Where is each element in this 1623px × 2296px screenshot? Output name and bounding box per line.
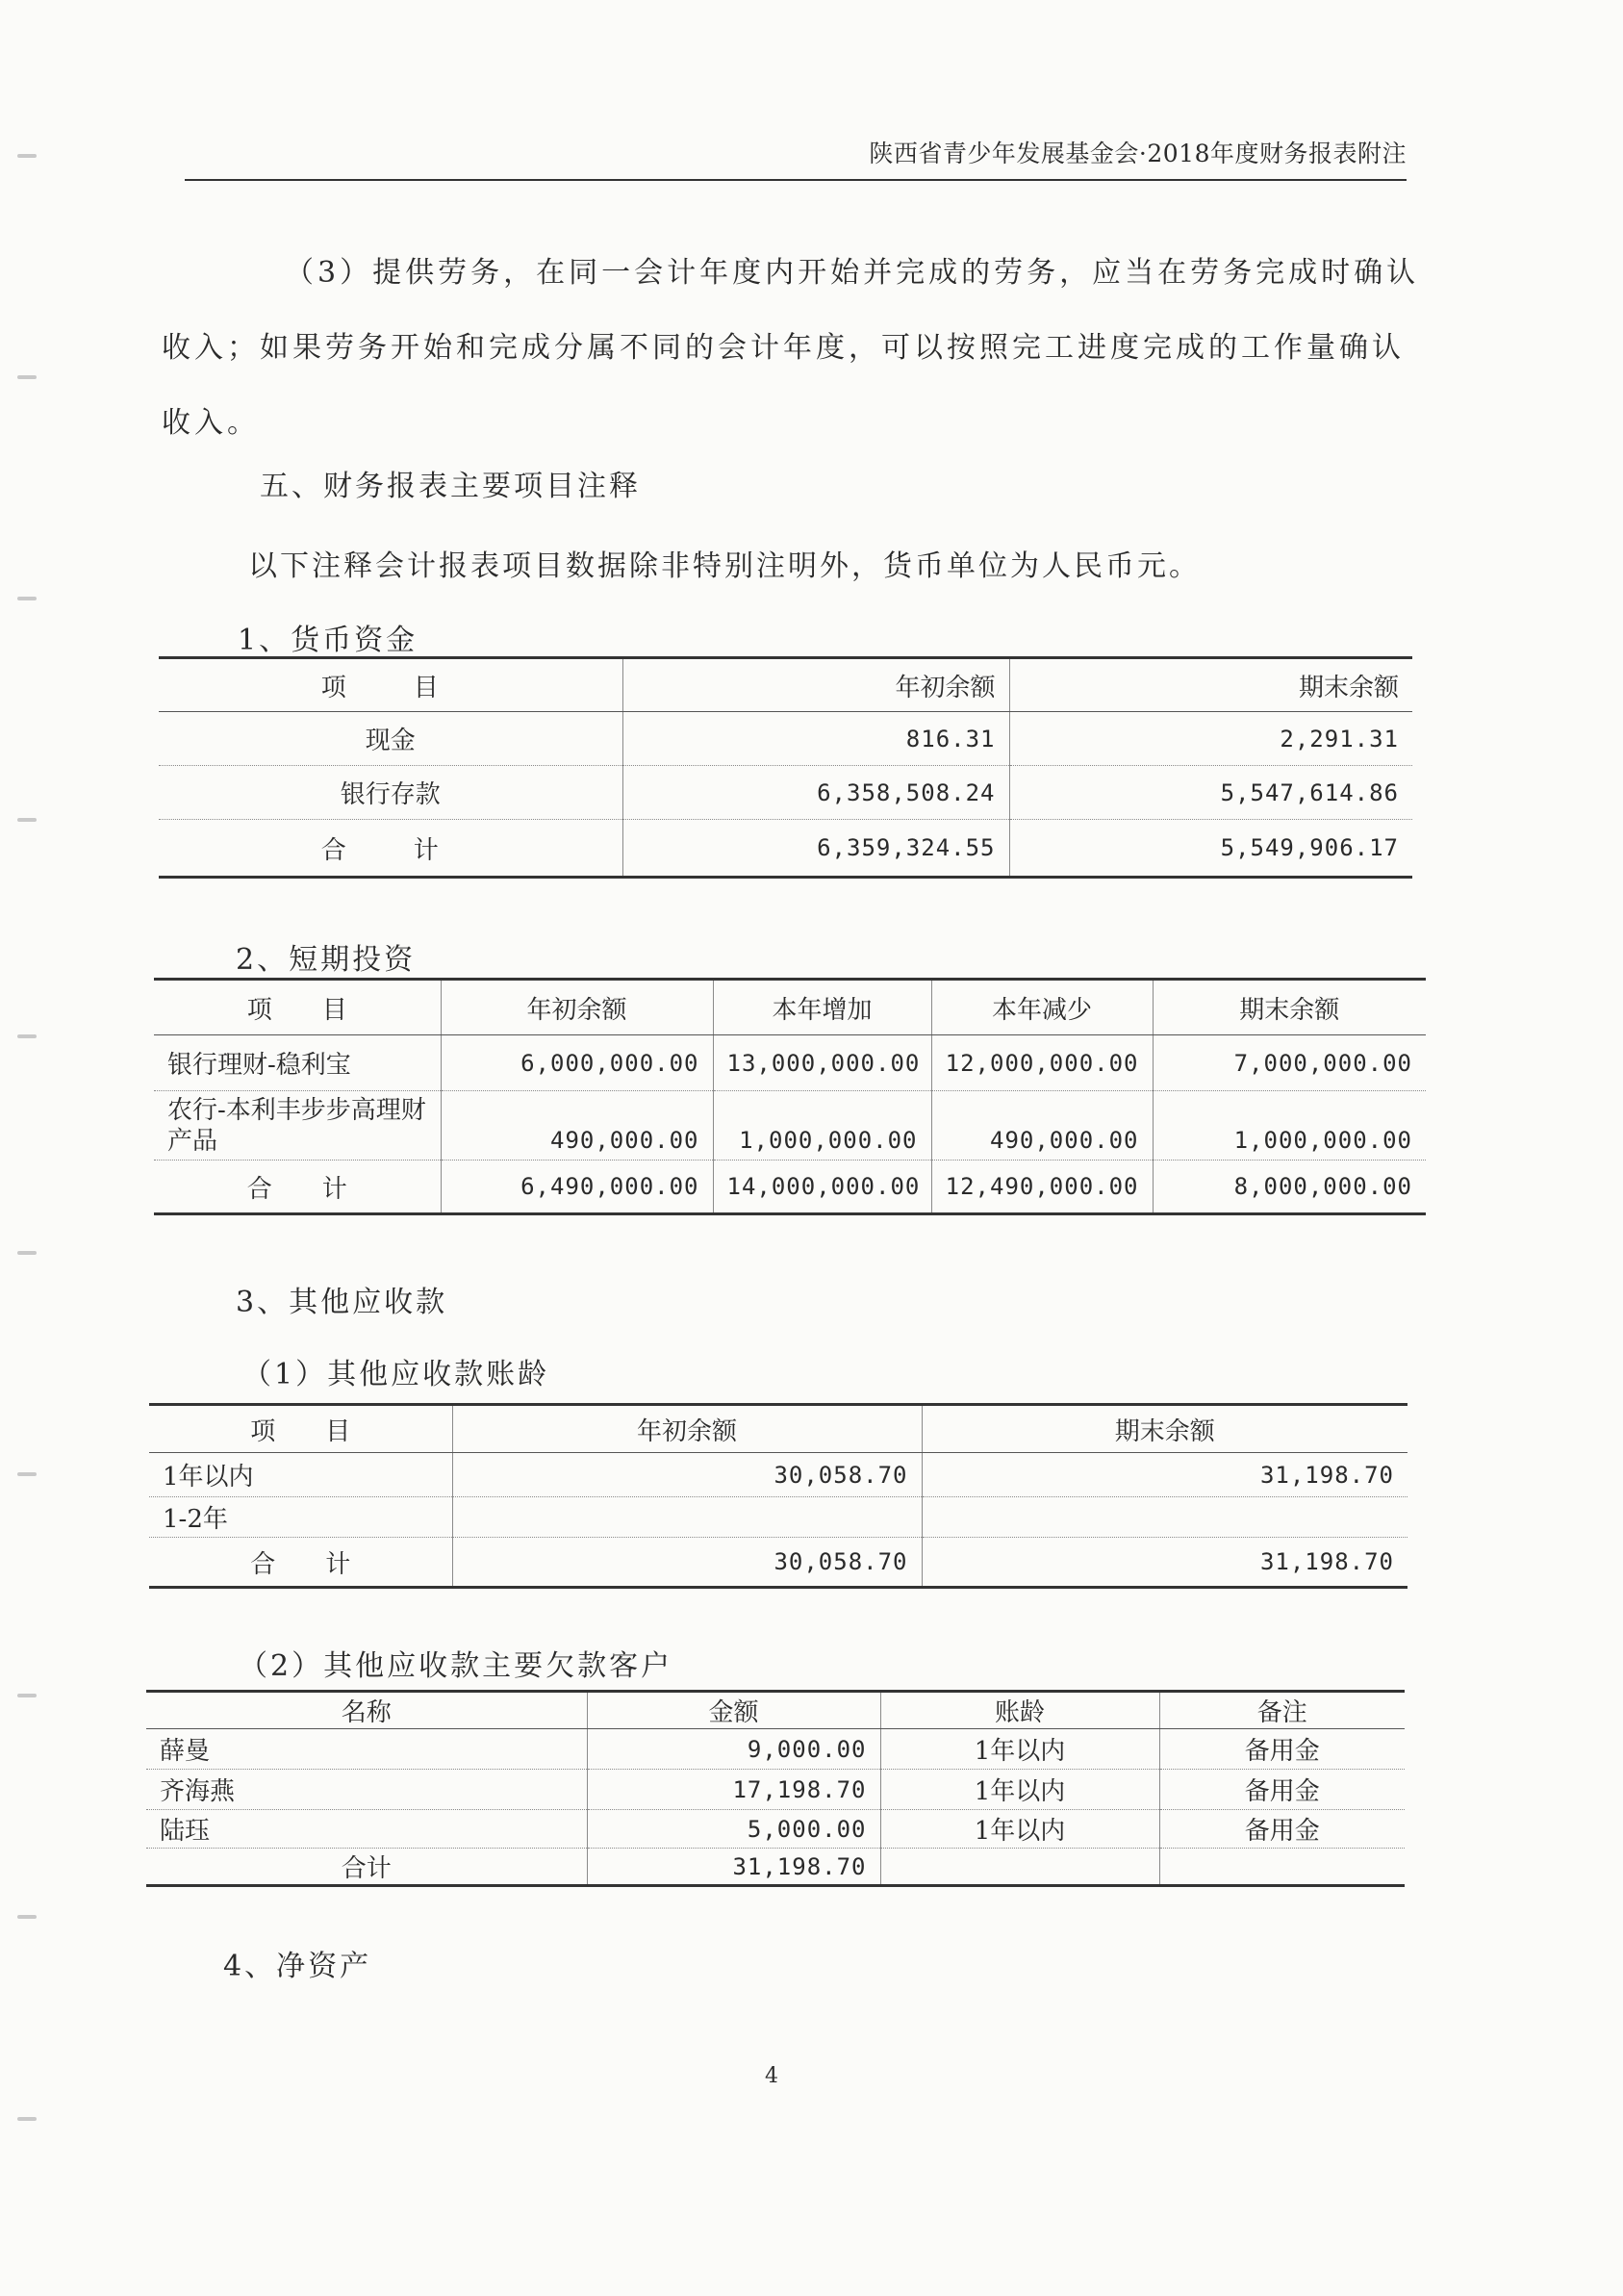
table-cell: 银行存款 [159,766,622,820]
binder-hole-marks [17,0,56,2296]
table-header-cell: 备注 [1159,1692,1405,1729]
table-cell: 银行理财-稳利宝 [154,1035,441,1091]
debtors-table [146,1690,1405,1887]
table-header-cell: 金额 [587,1692,880,1729]
aging-table [149,1403,1407,1589]
table-cell: 1年以内 [880,1770,1159,1810]
page-header [185,129,1407,181]
table-cell: 31,198.70 [587,1849,880,1886]
table-cell: 6,358,508.24 [622,766,1009,820]
table-cell: 2,291.31 [1009,712,1412,766]
intro-line: 收入。 [162,406,260,440]
table-cell [1159,1849,1405,1886]
section-heading: 五、财务报表主要项目注释 [260,470,641,503]
table-header-cell: 年初余额 [441,980,713,1035]
table-cell: 1年以内 [149,1453,452,1497]
intro-paragraph [162,236,1420,461]
table-cell: 8,000,000.00 [1153,1161,1426,1214]
table-cell: 7,000,000.00 [1153,1035,1426,1091]
table-cell: 6,359,324.55 [622,820,1009,878]
intro-line: （3）提供劳务，在同一会计年度内开始并完成的劳务，应当在劳务完成时确认 [285,256,1420,290]
table-row [146,1810,1405,1849]
table-row [154,1035,1426,1091]
table-cell: 齐海燕 [146,1770,587,1810]
table-cell: 5,549,906.17 [1009,820,1412,878]
table-cell: 816.31 [622,712,1009,766]
header-title: 陕西省青少年发展基金会·2018年度财务报表附注 [869,140,1407,167]
table-cell [452,1497,922,1538]
table-cell [922,1497,1407,1538]
table-cell: 17,198.70 [587,1770,880,1810]
table-cell [880,1849,1159,1886]
table-row [154,1091,1426,1161]
table-header-cell: 期末余额 [1009,658,1412,712]
table-cell: 1-2年 [149,1497,452,1538]
table-header-cell: 年初余额 [622,658,1009,712]
table-header-cell: 项 目 [159,658,622,712]
table-cell: 31,198.70 [922,1453,1407,1497]
table-header-cell: 名称 [146,1692,587,1729]
table-row [159,766,1412,820]
table-header-cell: 年初余额 [452,1405,922,1453]
table-row [149,1497,1407,1538]
table-cell: 合 计 [250,1549,351,1579]
table-cell: 合 计 [320,835,460,865]
table-cell: 备用金 [1159,1770,1405,1810]
net-assets-heading: 4、净资产 [223,1950,372,1983]
table-header-cell: 账龄 [880,1692,1159,1729]
table-cell: 30,058.70 [452,1453,922,1497]
table-cell: 14,000,000.00 [713,1161,931,1214]
table-cell: 1年以内 [880,1729,1159,1770]
table-header-cell: 本年减少 [931,980,1153,1035]
debtors-heading: （2）其他应收款主要欠款客户 [239,1649,673,1683]
table-row-total [159,820,1412,878]
page-number: 4 [765,2064,778,2088]
aging-heading: （1）其他应收款账龄 [242,1358,550,1391]
table-cell: 13,000,000.00 [713,1035,931,1091]
table-cell: 陆珏 [146,1810,587,1849]
table-cell: 5,547,614.86 [1009,766,1412,820]
investments-heading: 2、短期投资 [236,943,417,977]
table-header-cell: 期末余额 [1153,980,1426,1035]
cash-table [159,656,1412,879]
table-cell: 6,000,000.00 [441,1035,713,1091]
table-cell: 490,000.00 [441,1091,713,1161]
table-cell: 30,058.70 [452,1538,922,1588]
table-cell: 1年以内 [880,1810,1159,1849]
table-cell: 9,000.00 [587,1729,880,1770]
table-cell: 薛曼 [146,1729,587,1770]
receivables-heading: 3、其他应收款 [236,1286,448,1319]
table-cell: 合计 [341,1854,392,1883]
investments-table [154,978,1426,1215]
table-row-total [149,1538,1407,1588]
table-row [159,712,1412,766]
table-header-cell: 期末余额 [922,1405,1407,1453]
table-cell: 490,000.00 [931,1091,1153,1161]
table-header-cell: 本年增加 [713,980,931,1035]
table-header-cell: 项 目 [154,980,441,1035]
table-cell: 农行-本利丰步步高理财产品 [154,1091,441,1161]
table-cell: 现金 [159,712,622,766]
table-cell: 1,000,000.00 [713,1091,931,1161]
intro-line: 收入；如果劳务开始和完成分属不同的会计年度，可以按照完工进度完成的工作量确认 [162,331,1405,365]
table-row-total [154,1161,1426,1214]
table-cell: 12,490,000.00 [931,1161,1153,1214]
table-row [149,1453,1407,1497]
table-cell: 1,000,000.00 [1153,1091,1426,1161]
table-cell: 31,198.70 [922,1538,1407,1588]
cash-heading: 1、货币资金 [238,624,418,657]
currency-note: 以下注释会计报表项目数据除非特别注明外，货币单位为人民币元。 [248,549,1201,583]
table-cell: 12,000,000.00 [931,1035,1153,1091]
table-cell: 6,490,000.00 [441,1161,713,1214]
table-cell: 合 计 [246,1174,347,1204]
table-header-cell: 项 目 [149,1405,452,1453]
table-cell: 备用金 [1159,1729,1405,1770]
table-row [146,1729,1405,1770]
table-cell: 备用金 [1159,1810,1405,1849]
table-row [146,1770,1405,1810]
table-cell: 5,000.00 [587,1810,880,1849]
table-row-total [146,1849,1405,1886]
